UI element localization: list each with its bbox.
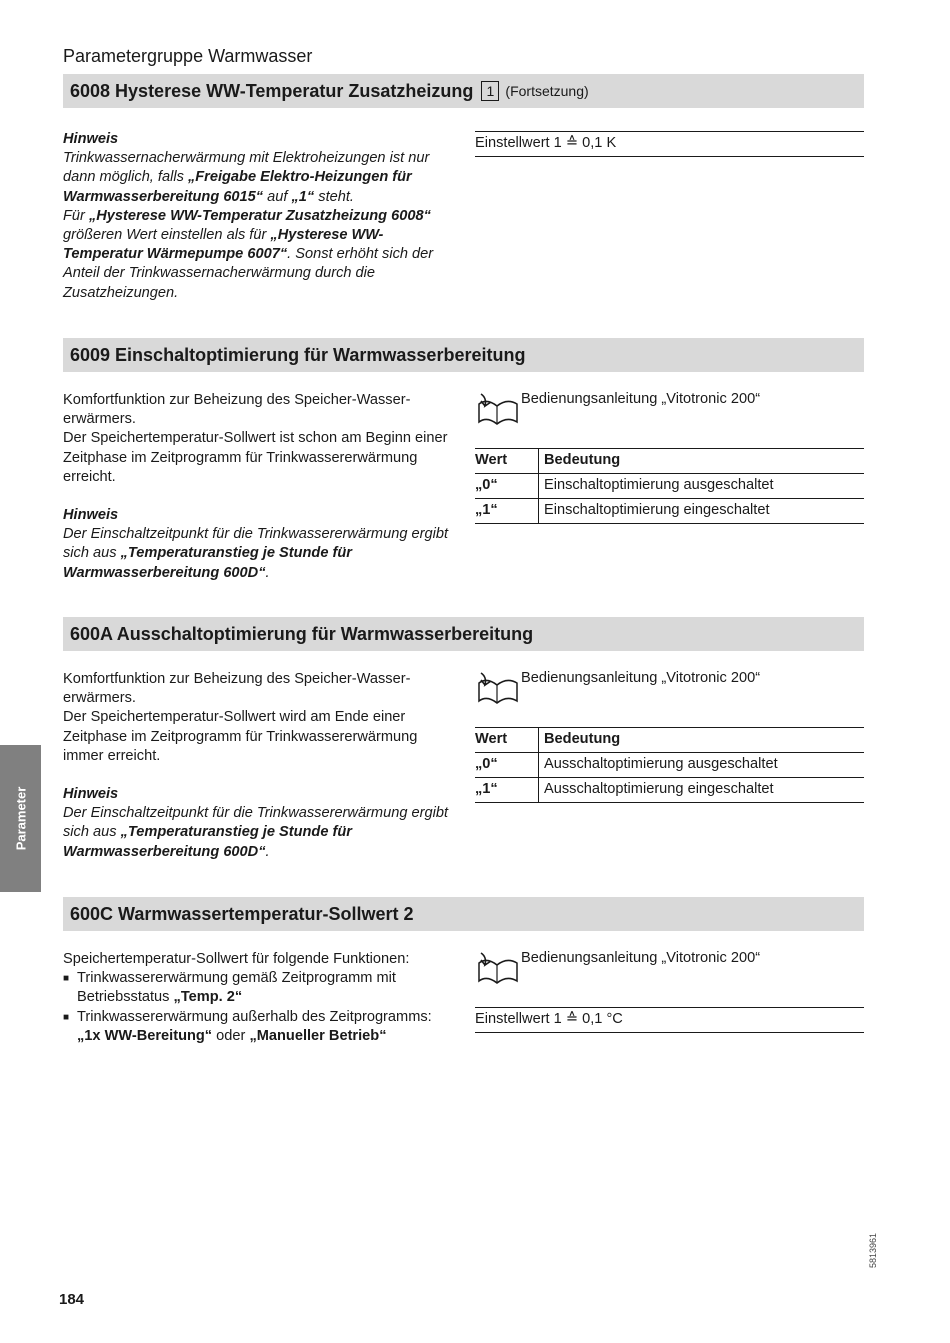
page-group-title: Parametergruppe Warmwasser <box>63 46 313 66</box>
table-cell: Ausschaltoptimierung eingeschaltet <box>539 778 865 803</box>
setting-value: Einstellwert 1 ≙ 0,1 K <box>475 131 864 157</box>
description-text: Speichertemperatur-Sollwert für folgende Funktionen: <box>63 951 410 967</box>
table-cell: „0“ <box>475 474 539 499</box>
table-row <box>475 474 864 499</box>
setting-value: Einstellwert 1 ≙ 0,1 °C <box>475 1007 864 1033</box>
section-600A-description <box>63 670 455 862</box>
reference-text: Bedienungsanleitung „Vitotronic 200“ <box>521 950 761 966</box>
section-6008-box-number: 1 <box>481 81 499 101</box>
description-text: Komfortfunktion zur Beheizung des Speicher-Wassererwärmers. <box>63 671 411 707</box>
table-row <box>475 753 864 778</box>
reference-text: Bedienungsanleitung „Vitotronic 200“ <box>521 391 761 407</box>
section-6009-description <box>63 391 455 583</box>
section-6008-header <box>63 74 864 108</box>
hint-text-2: Für „Hysterese WW-Temperatur Zusatzheizung 6008“ größeren Wert einstellen als für „Hysterese WW-Temperatur Wärmepumpe 6007“. Sonst erhöht sich der Anteil der Trinkwassernacherwärmung durch die Zusatzheizungen. <box>63 207 434 301</box>
book-reference-icon <box>475 392 521 426</box>
table-header-row <box>475 728 864 753</box>
section-6008-title: 6008 Hysterese WW-Temperatur Zusatzheizung <box>70 80 474 101</box>
table-cell: Einschaltoptimierung ausgeschaltet <box>539 474 865 499</box>
hint-text: Der Einschaltzeitpunkt für die Trinkwassererwärmung ergibt sich aus „Temperaturanstieg je Stunde für Warmwasserbereitung 600D“. <box>63 805 448 860</box>
section-6008-hint <box>63 130 455 303</box>
table-cell: „0“ <box>475 753 539 778</box>
section-6009-right <box>475 392 864 524</box>
function-list <box>63 969 455 1046</box>
hint-text: Der Einschaltzeitpunkt für die Trinkwassererwärmung ergibt sich aus „Temperaturanstieg je Stunde für Warmwasserbereitung 600D“. <box>63 526 448 581</box>
description-text-2: Der Speichertemperatur-Sollwert wird am Ende einer Zeitphase im Zeitprogramm für Trinkwassererwärmung immer erreicht. <box>63 709 418 764</box>
side-tab-label: Parameter <box>13 786 29 851</box>
hint-title: Hinweis <box>63 507 119 524</box>
section-6009-title: 6009 Einschaltoptimierung für Warmwasserbereitung <box>70 344 526 365</box>
hint-title: Hinweis <box>63 786 119 803</box>
page-number: 184 <box>59 1291 85 1308</box>
table-cell: „1“ <box>475 778 539 803</box>
section-6009-header <box>63 338 864 372</box>
table-cell: Einschaltoptimierung eingeschaltet <box>539 499 865 524</box>
list-item: ■ Trinkwassererwärmung außerhalb des Zeitprogramms: „1x WW-Bereitung“ oder „Manueller Betrieb“ <box>63 1008 455 1046</box>
table-header-cell: Wert <box>475 449 539 474</box>
manual-reference <box>475 951 864 991</box>
section-600C-right <box>475 951 864 1033</box>
section-6008-continued: (Fortsetzung) <box>505 83 589 99</box>
hint-text: Trinkwassernacherwärmung mit Elektroheizungen ist nur dann möglich, falls „Freigabe Elektro-Heizungen für Warmwasserbereitung 6015“ auf „1“ steht. <box>63 150 430 205</box>
book-reference-icon <box>475 951 521 985</box>
value-table <box>475 448 864 524</box>
table-header-row <box>475 449 864 474</box>
table-cell: „1“ <box>475 499 539 524</box>
table-cell: Ausschaltoptimierung ausgeschaltet <box>539 753 865 778</box>
hint-title: Hinweis <box>63 131 119 147</box>
table-row <box>475 778 864 803</box>
table-header-cell: Wert <box>475 728 539 753</box>
description-text-2: Der Speichertemperatur-Sollwert ist schon am Beginn einer Zeitphase im Zeitprogramm für Trinkwassererwärmung erreicht. <box>63 430 448 485</box>
section-600C-header <box>63 897 864 931</box>
description-text: Komfortfunktion zur Beheizung des Speicher-Wassererwärmers. <box>63 392 411 428</box>
list-item: ■ Trinkwassererwärmung gemäß Zeitprogramm mit Betriebsstatus „Temp. 2“ <box>63 969 455 1007</box>
section-600A-header <box>63 617 864 651</box>
book-reference-icon <box>475 671 521 705</box>
manual-reference <box>475 392 864 432</box>
section-600C-title: 600C Warmwassertemperatur-Sollwert 2 <box>70 903 414 924</box>
document-number: 5813961 <box>868 1232 878 1268</box>
reference-text: Bedienungsanleitung „Vitotronic 200“ <box>521 670 761 686</box>
section-600C-description <box>63 950 455 1046</box>
section-600A-right <box>475 671 864 803</box>
table-row <box>475 499 864 524</box>
manual-reference <box>475 671 864 711</box>
section-6008-setting <box>475 131 864 157</box>
value-table <box>475 727 864 803</box>
table-header-cell: Bedeutung <box>539 449 865 474</box>
table-header-cell: Bedeutung <box>539 728 865 753</box>
side-tab <box>0 745 41 892</box>
section-600A-title: 600A Ausschaltoptimierung für Warmwasserbereitung <box>70 623 534 644</box>
